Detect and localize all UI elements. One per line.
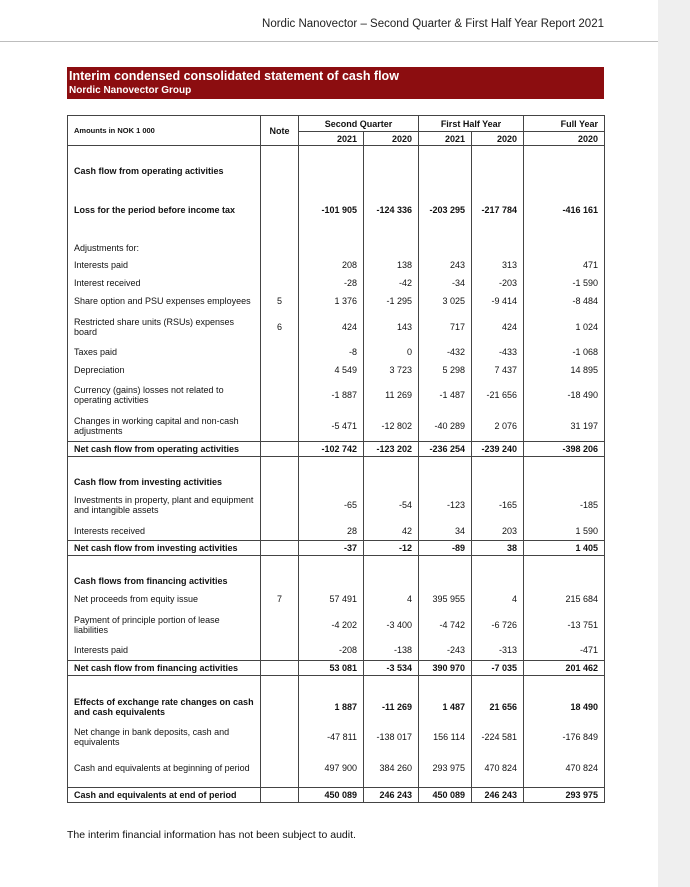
row-value [472,178,524,203]
row-value: -1 590 [524,274,605,292]
row-value: -203 295 [419,203,472,217]
row-note [261,256,299,274]
row-value: -398 206 [524,442,605,457]
row-value [299,241,364,256]
row-label: Taxes paid [68,343,261,361]
row-value: -1 295 [364,292,419,311]
row-value [299,146,364,164]
row-note [261,541,299,556]
row-value: -34 [419,274,472,292]
row-value [419,457,472,475]
row-value: 208 [299,256,364,274]
row-value: -12 [364,541,419,556]
year-header: 2021 [299,132,364,146]
row-value [472,475,524,489]
row-note [261,274,299,292]
row-value: -54 [364,489,419,522]
row-value [524,164,605,178]
row-value: 1 887 [299,692,364,722]
row-note [261,522,299,541]
row-value [299,457,364,475]
row-value: -1 068 [524,343,605,361]
row-value [364,164,419,178]
row-value: -3 534 [364,661,419,676]
table-spacer-row [68,676,605,692]
row-value [472,574,524,588]
row-value [524,146,605,164]
year-header: 2020 [472,132,524,146]
row-note [261,457,299,475]
row-value: -40 289 [419,411,472,442]
row-value [364,217,419,241]
row-value: -243 [419,641,472,661]
row-note [261,343,299,361]
table-row [68,379,605,411]
row-note: 5 [261,292,299,311]
table-row [68,522,605,541]
row-value [364,178,419,203]
row-value: -416 161 [524,203,605,217]
row-value: 1 405 [524,541,605,556]
row-value [364,146,419,164]
row-value: 4 [364,588,419,610]
row-label [68,217,261,241]
row-note [261,661,299,676]
row-value [524,556,605,574]
row-value [419,217,472,241]
row-value [419,475,472,489]
row-label: Investments in property, plant and equipment and intangible assets [68,489,261,522]
row-note [261,164,299,178]
row-label: Interest received [68,274,261,292]
total-row [68,541,605,556]
row-value [472,164,524,178]
row-value: -9 414 [472,292,524,311]
row-note [261,411,299,442]
row-value: -4 202 [299,610,364,641]
row-value: 0 [364,343,419,361]
table-row [68,692,605,722]
row-value: 717 [419,311,472,343]
row-value: 34 [419,522,472,541]
row-value: 215 684 [524,588,605,610]
row-value: -8 [299,343,364,361]
row-value [299,574,364,588]
row-value: -236 254 [419,442,472,457]
row-value: -3 400 [364,610,419,641]
row-value [524,178,605,203]
row-value: -28 [299,274,364,292]
row-value: 42 [364,522,419,541]
row-label: Net cash flow from operating activities [68,442,261,457]
section-header-row [68,475,605,489]
page-margin-strip [658,0,690,887]
row-value: -37 [299,541,364,556]
row-note [261,379,299,411]
row-value: 3 723 [364,361,419,379]
row-value: -12 802 [364,411,419,442]
row-value: -101 905 [299,203,364,217]
row-label: Effects of exchange rate changes on cash and cash equivalents [68,692,261,722]
table-row [68,722,605,753]
row-note [261,788,299,803]
row-value [524,676,605,692]
section-header-row [68,164,605,178]
row-value: -102 742 [299,442,364,457]
row-value: 138 [364,256,419,274]
row-value [524,457,605,475]
row-value: 243 [419,256,472,274]
row-label: Net proceeds from equity issue [68,588,261,610]
row-value: 38 [472,541,524,556]
row-value: -6 726 [472,610,524,641]
row-value [419,164,472,178]
row-value [364,457,419,475]
row-value: 384 260 [364,753,419,784]
row-value [364,475,419,489]
row-value: -11 269 [364,692,419,722]
table-row [68,489,605,522]
row-value: -432 [419,343,472,361]
row-note [261,641,299,661]
row-label: Depreciation [68,361,261,379]
row-note [261,217,299,241]
table-spacer-row [68,178,605,203]
row-note: 6 [261,311,299,343]
row-value: -217 784 [472,203,524,217]
row-value: 2 076 [472,411,524,442]
row-value [299,475,364,489]
row-value: 14 895 [524,361,605,379]
table-spacer-row [68,457,605,475]
table-row [68,610,605,641]
year-header: 2021 [419,132,472,146]
row-value: 497 900 [299,753,364,784]
row-value: -21 656 [472,379,524,411]
row-value: 21 656 [472,692,524,722]
total-row [68,788,605,803]
row-label: Cash and equivalents at beginning of period [68,753,261,784]
row-value: 246 243 [364,788,419,803]
row-value: 424 [472,311,524,343]
row-label: Net cash flow from investing activities [68,541,261,556]
section-header-row [68,574,605,588]
row-value [472,241,524,256]
row-value: 57 491 [299,588,364,610]
row-value: -89 [419,541,472,556]
row-note [261,489,299,522]
row-value: 53 081 [299,661,364,676]
row-note [261,610,299,641]
row-value [419,676,472,692]
table-spacer-row [68,146,605,164]
row-value: -433 [472,343,524,361]
row-note [261,676,299,692]
table-row [68,641,605,661]
row-value: 450 089 [299,788,364,803]
statement-title-band [67,67,604,99]
row-label: Loss for the period before income tax [68,203,261,217]
table-row [68,292,605,311]
row-value: 1 590 [524,522,605,541]
row-note [261,203,299,217]
row-value: -124 336 [364,203,419,217]
table-header-row-groups [68,116,605,132]
row-note [261,442,299,457]
row-value: 293 975 [524,788,605,803]
cash-flow-table [67,115,605,803]
row-label: Net change in bank deposits, cash and equivalents [68,722,261,753]
row-label: Cash flow from investing activities [68,475,261,489]
row-value [524,574,605,588]
table-row [68,311,605,343]
row-value [472,457,524,475]
row-label: Cash flows from financing activities [68,574,261,588]
row-label [68,178,261,203]
row-value [364,556,419,574]
row-value: 293 975 [419,753,472,784]
row-label: Cash flow from operating activities [68,164,261,178]
table-spacer-row [68,217,605,241]
row-note [261,146,299,164]
row-value: 143 [364,311,419,343]
group-header-first-half-year: First Half Year [419,116,524,132]
row-value: -185 [524,489,605,522]
row-value: 4 549 [299,361,364,379]
row-value: 395 955 [419,588,472,610]
row-value: 5 298 [419,361,472,379]
row-value [524,217,605,241]
row-value: 313 [472,256,524,274]
row-note [261,361,299,379]
row-note [261,753,299,784]
row-value: 4 [472,588,524,610]
table-row [68,588,605,610]
row-label: Cash and equivalents at end of period [68,788,261,803]
row-label: Payment of principle portion of lease liabilities [68,610,261,641]
row-value: -4 742 [419,610,472,641]
row-label: Changes in working capital and non-cash adjustments [68,411,261,442]
row-label [68,457,261,475]
row-value: -123 202 [364,442,419,457]
row-label [68,676,261,692]
row-value: 471 [524,256,605,274]
row-value [364,676,419,692]
row-label: Share option and PSU expenses employees [68,292,261,311]
row-value [472,556,524,574]
row-value: 246 243 [472,788,524,803]
row-value: 1 024 [524,311,605,343]
table-row [68,361,605,379]
row-value [472,676,524,692]
table-row [68,753,605,784]
row-label: Net cash flow from financing activities [68,661,261,676]
table-row [68,241,605,256]
row-value [299,164,364,178]
row-value [419,146,472,164]
row-value: -65 [299,489,364,522]
row-value: 424 [299,311,364,343]
row-value: 450 089 [419,788,472,803]
table-row [68,343,605,361]
row-value: 203 [472,522,524,541]
total-row [68,661,605,676]
row-value: -123 [419,489,472,522]
row-value: -138 017 [364,722,419,753]
row-note: 7 [261,588,299,610]
row-value [419,556,472,574]
row-value: 1 376 [299,292,364,311]
total-row [68,442,605,457]
year-header: 2020 [364,132,419,146]
row-value: -313 [472,641,524,661]
row-value: -208 [299,641,364,661]
row-note [261,241,299,256]
row-label [68,146,261,164]
group-header-second-quarter: Second Quarter [299,116,419,132]
row-value: -138 [364,641,419,661]
row-value: 7 437 [472,361,524,379]
row-label: Interests paid [68,641,261,661]
row-value: 31 197 [524,411,605,442]
row-value: -165 [472,489,524,522]
row-value: -5 471 [299,411,364,442]
table-row [68,411,605,442]
row-value [472,217,524,241]
row-value: -7 035 [472,661,524,676]
amounts-header: Amounts in NOK 1 000 [68,116,261,146]
row-value [419,574,472,588]
row-value [299,178,364,203]
row-value: -224 581 [472,722,524,753]
row-value: 28 [299,522,364,541]
row-value: -176 849 [524,722,605,753]
row-note [261,722,299,753]
table-row [68,256,605,274]
row-label: Interests received [68,522,261,541]
row-value: -471 [524,641,605,661]
row-value: -239 240 [472,442,524,457]
row-value: -1 887 [299,379,364,411]
audit-footnote: The interim financial information has not been subject to audit. [67,829,356,841]
row-value: -203 [472,274,524,292]
table-row [68,274,605,292]
row-label [68,556,261,574]
row-label: Restricted share units (RSUs) expenses board [68,311,261,343]
header-divider [0,41,658,42]
row-value [364,241,419,256]
row-value: 18 490 [524,692,605,722]
row-label: Interests paid [68,256,261,274]
row-value [419,241,472,256]
row-value [472,146,524,164]
row-value [299,556,364,574]
statement-subtitle: Nordic Nanovector Group [69,85,192,96]
row-value: 201 462 [524,661,605,676]
year-header: 2020 [524,132,605,146]
note-header: Note [261,116,299,146]
row-value [419,178,472,203]
row-label: Adjustments for: [68,241,261,256]
row-value: 470 824 [524,753,605,784]
row-value: 1 487 [419,692,472,722]
row-value: 3 025 [419,292,472,311]
row-value: 11 269 [364,379,419,411]
group-header-full-year: Full Year [524,116,605,132]
table-row [68,203,605,217]
row-note [261,475,299,489]
row-value [364,574,419,588]
running-header: Nordic Nanovector – Second Quarter & First Half Year Report 2021 [262,18,604,30]
row-value: -1 487 [419,379,472,411]
row-value: -42 [364,274,419,292]
row-value: 156 114 [419,722,472,753]
row-value [524,241,605,256]
row-value: -13 751 [524,610,605,641]
row-label: Currency (gains) losses not related to operating activities [68,379,261,411]
row-value: -47 811 [299,722,364,753]
row-value [299,676,364,692]
row-value: 390 970 [419,661,472,676]
row-value: -8 484 [524,292,605,311]
row-note [261,178,299,203]
row-value [299,217,364,241]
row-value [524,475,605,489]
row-note [261,556,299,574]
statement-title: Interim condensed consolidated statement of cash flow [69,69,399,83]
row-note [261,574,299,588]
table-spacer-row [68,556,605,574]
row-note [261,692,299,722]
row-value: 470 824 [472,753,524,784]
row-value: -18 490 [524,379,605,411]
